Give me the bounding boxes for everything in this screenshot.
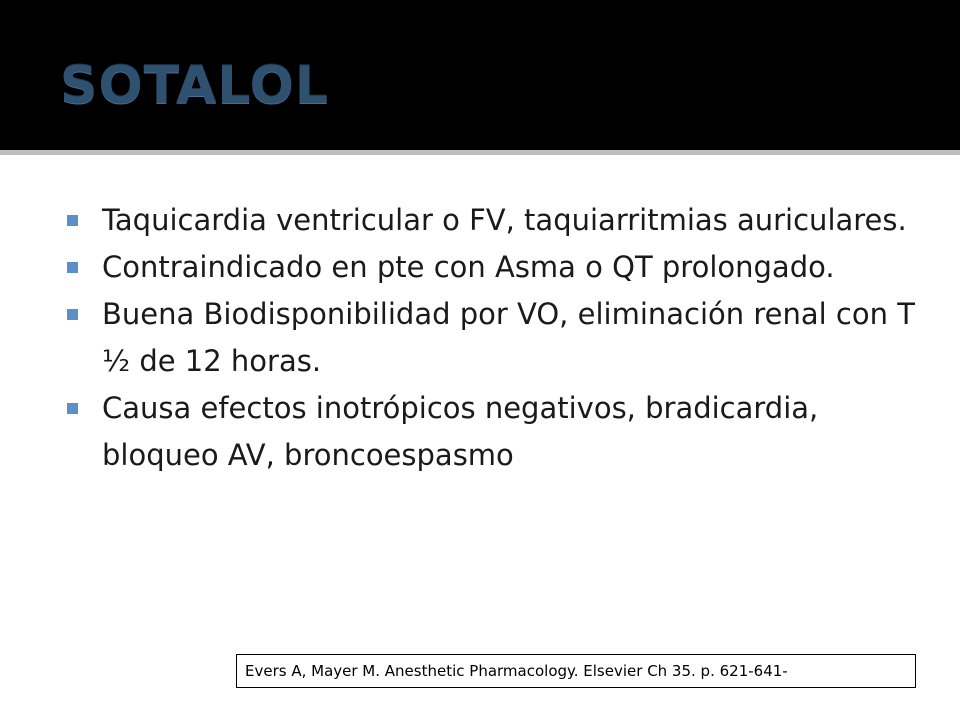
citation-box	[236, 654, 916, 688]
bullet-list	[64, 197, 924, 479]
bullet-item	[64, 291, 924, 385]
slide-content	[0, 155, 960, 720]
square-bullet-icon	[67, 309, 78, 320]
slide-title: SOTALOL	[60, 56, 329, 116]
bullet-text: Contraindicado en pte con Asma o QT prolongado.	[102, 250, 835, 284]
square-bullet-icon	[67, 262, 78, 273]
bullet-item	[64, 385, 924, 479]
bullet-text: Taquicardia ventricular o FV, taquiarritmias auriculares.	[102, 203, 907, 237]
bullet-item	[64, 244, 924, 291]
square-bullet-icon	[67, 215, 78, 226]
square-bullet-icon	[67, 403, 78, 414]
bullet-text: Causa efectos inotrópicos negativos, bradicardia, bloqueo AV, broncoespasmo	[102, 391, 819, 472]
citation-text: Evers A, Mayer M. Anesthetic Pharmacology. Elsevier Ch 35. p. 621-641-	[245, 662, 788, 680]
title-band	[0, 0, 960, 150]
bullet-item	[64, 197, 924, 244]
bullet-text: Buena Biodisponibilidad por VO, eliminación renal con T ½ de 12 horas.	[102, 297, 915, 378]
